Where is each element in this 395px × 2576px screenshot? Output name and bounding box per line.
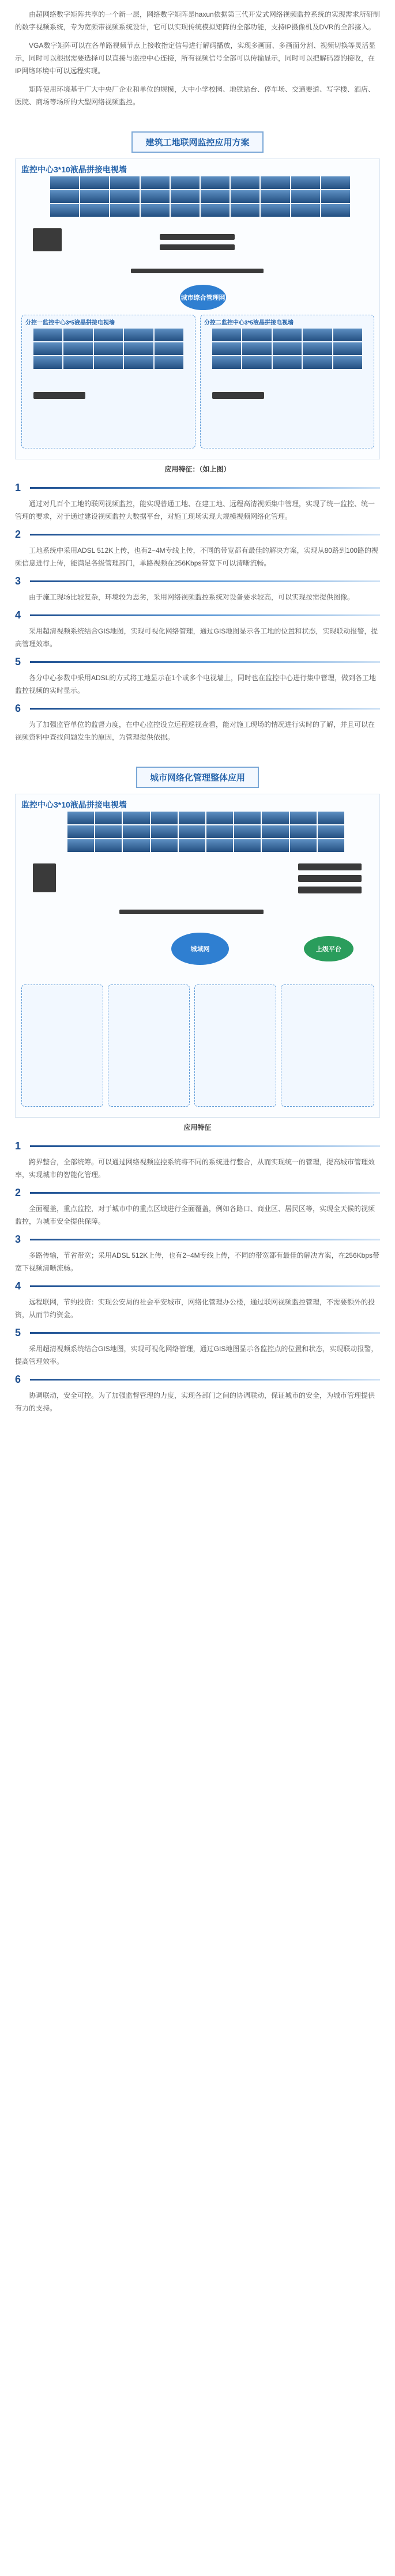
video-wall (67, 839, 344, 852)
intro-paragraph: 由超网络数字矩阵共享的一个新一层，网络数字矩阵是haxun依据第三代开发式网络视频监控系统的实现需求所研制的数字视频系统，专为宽频带视频系统设计，它可以实现传统模拟矩阵的全部功能，支持IP摄像机及DVR的全部接入。 (15, 10, 380, 31)
camera-device (212, 392, 264, 399)
decoder-device (160, 234, 235, 240)
site-group (281, 985, 374, 1107)
numbered-item: 由于施工现场比较复杂，环境较为恶劣，采用网络视频监控系统对设备要求较高，可以实现按需提供图像。 (29, 593, 355, 601)
numbered-item-header: 5 (15, 1327, 380, 1339)
decoder-device (160, 244, 235, 250)
video-wall (33, 329, 183, 341)
section-title (0, 131, 395, 153)
network-cloud: 城市综合管理网 (180, 285, 226, 310)
numbered-item: 多路传输，节省带宽；采用ADSL 512K上传，也有2~4M专线上传，不同的带宽都有最佳的解决方案，在256Kbps带宽下视频清晰流畅。 (15, 1251, 379, 1272)
sub-center-label: 分控二监控中心3*5液晶拼接电视墙 (204, 320, 294, 326)
video-wall (212, 329, 362, 341)
upper-platform: 上级平台 (304, 936, 353, 961)
numbered-item: 协调联动，安全可控。为了加强监督管理的力度，实现各部门之间的协调联动，保证城市的安全，为城市管理提供有力的支持。 (15, 1391, 375, 1412)
numbered-item: 采用超清视频系统结合GIS地图，实现可视化网络管理，通过GIS地图显示各工地的位置和状态，实现联动报警，提高管理效率。 (15, 627, 378, 648)
numbered-item-header: 2 (15, 1187, 380, 1199)
switch-device (131, 269, 264, 273)
nvr-device (298, 875, 362, 882)
numbered-item-header: 3 (15, 575, 380, 587)
numbered-item-header: 4 (15, 1280, 380, 1292)
video-wall (212, 356, 362, 369)
numbered-item: 采用超清视频系统结合GIS地图，实现可视化网络管理，通过GIS地图显示各监控点的位置和状态，实现联动报警，提高管理效率。 (15, 1345, 378, 1366)
camera-device (33, 392, 85, 399)
sub-center-left (21, 315, 195, 448)
intro-paragraph: VGA数字矩阵可以在各单路视频节点上接收指定信号进行解码播放，实现多画面、多画面分割、视频切换等灵活显示，同时可以根据需要选择可以直接与监控中心连接，所有视频信号全部可以传输显示，同时可以把解码器的接收，在IP网络环境中可以远程实现。 (15, 42, 376, 75)
numbered-item-header: 6 (15, 703, 380, 715)
sub-center-label: 分控一监控中心3*5液晶拼接电视墙 (25, 320, 115, 326)
video-wall (67, 825, 344, 838)
server-device (33, 228, 62, 251)
numbered-item-header: 4 (15, 609, 380, 621)
video-wall (50, 204, 350, 217)
intro-section (0, 0, 395, 108)
construction-diagram (15, 159, 380, 459)
numbered-item-header: 5 (15, 656, 380, 668)
numbered-item-header: 6 (15, 1374, 380, 1386)
video-wall (50, 176, 350, 189)
numbered-item: 工地系统中采用ADSL 512K上传，也有2~4M专线上传，不同的带宽都有最佳的解决方案，实现从80路到100路的视频信息进行上传，能满足各级管理部门，单路视频在256Kbps带宽下可以清晰流畅。 (15, 546, 378, 567)
video-wall (33, 356, 183, 369)
numbered-item-header: 1 (15, 1140, 380, 1152)
numbered-item: 为了加强监管单位的监督力度，在中心监控设立远程巡视查看，能对施工现场的情况进行实时的了解，并且可以在视频资料中查找问题发生的原因，为管理提供依据。 (15, 721, 375, 741)
numbered-item: 远程联网，节约投资：实现公安局的社会平安城市，网络化管理办公楼，通过联网视频监控管理，不需要额外的投资，从而节约资金。 (15, 1298, 375, 1319)
city-network-diagram (15, 794, 380, 1118)
numbered-item: 通过对几百个工地的联网视频监控，能实现普通工地、在建工地、远程高清视频集中管理，实现了统一监控、统一管理的要求，对于通过建设视频监控大数据平台，对施工现场实现大规模视频网络化管理。 (15, 500, 375, 521)
section-title-text: 建筑工地联网监控应用方案 (131, 131, 263, 153)
site-group (194, 985, 276, 1107)
video-wall (50, 190, 350, 203)
numbered-item-header: 3 (15, 1234, 380, 1246)
site-group (108, 985, 190, 1107)
switch-device (119, 910, 264, 914)
intro-paragraph: 矩阵使用环境基于广大中央厂企业和单位的规模，大中小学校园、地铁站台、停车场、交通要道、写字楼、酒店、医院、商场等场所的大型网络视频监控。 (15, 85, 375, 106)
nvr-device (298, 887, 362, 893)
section-title (0, 767, 395, 788)
section-title-text: 城市网络化管理整体应用 (136, 767, 259, 788)
server-device (33, 863, 56, 892)
figure-caption: 应用特征：（如上图） (164, 465, 231, 473)
numbered-item: 跨界整合，全部统筹。可以通过网络视频监控系统将不同的系统进行整合，从而实现统一的管理，提高城市管理效率，实现城市的智能化管理。 (15, 1158, 375, 1179)
numbered-item-header: 2 (15, 529, 380, 541)
figure-caption: 应用特征 (183, 1123, 212, 1132)
video-wall (212, 342, 362, 355)
numbered-item: 各分中心参数中采用ADSL的方式将工地显示在1个或多个电视墙上，同时也在监控中心进行集中管理，做到各工地监控视频的实时显示。 (15, 674, 377, 695)
video-wall (33, 342, 183, 355)
numbered-item-header: 1 (15, 482, 380, 494)
video-wall (67, 812, 344, 824)
numbered-item: 全面覆盖，重点监控，对于城市中的重点区域进行全面覆盖，例如各路口、商业区、居民区等，实现全天候的视频监控，为城市安全提供保障。 (15, 1205, 375, 1225)
sub-center-right (200, 315, 374, 448)
nvr-device (298, 863, 362, 870)
site-group (21, 985, 103, 1107)
diagram-center-label: 监控中心3*10液晶拼接电视墙 (21, 800, 127, 809)
diagram-center-label: 监控中心3*10液晶拼接电视墙 (21, 165, 127, 174)
network-cloud: 城域网 (171, 933, 229, 965)
